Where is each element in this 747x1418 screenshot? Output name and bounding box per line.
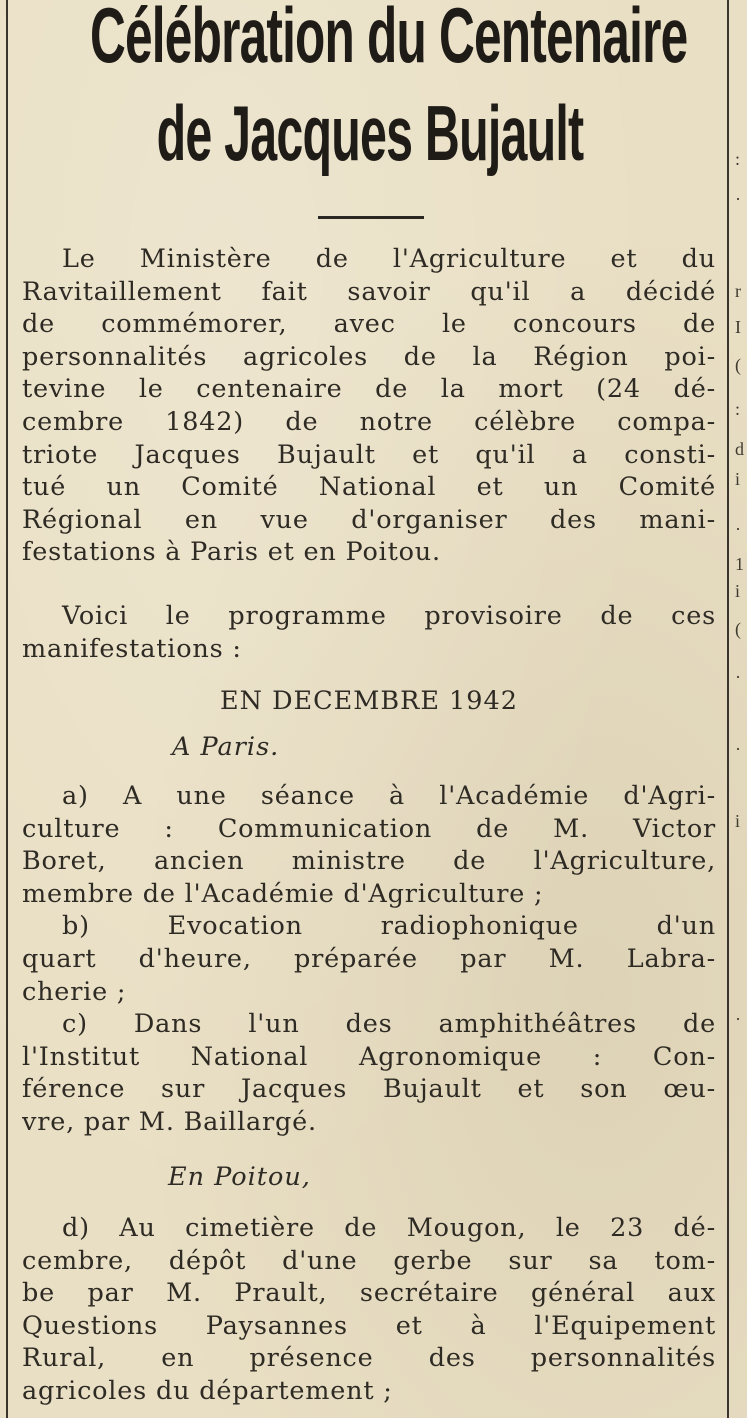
text-line: cherie ; (22, 976, 127, 1007)
paris-programme (22, 780, 716, 1139)
margin-mark: · (735, 519, 741, 539)
text-line: Questions Paysannes et à l'Equipement (22, 1310, 716, 1341)
margin-mark: i (735, 581, 741, 601)
text-line: triote Jacques Bujault et qu'il a consti- (22, 439, 716, 470)
text-line: tué un Comité National et un Comité (22, 472, 716, 503)
margin-mark: · (735, 739, 741, 759)
margin-mark: : (735, 399, 741, 419)
text-line: Ravitaillement fait savoir qu'il a décidé (22, 276, 716, 307)
margin-mark: · (735, 1009, 741, 1029)
text-line: Le Ministère de l'Agriculture et du (62, 244, 716, 274)
text-line: agricoles du département ; (22, 1375, 393, 1406)
margin-mark: I (735, 317, 741, 337)
section-heading: EN DECEMBRE 1942 (220, 686, 518, 716)
text-line: Régional en vue d'organiser des mani- (22, 504, 716, 535)
list-item: d) Au cimetière de Mougon, le 23 dé- (62, 1213, 716, 1243)
title-divider (318, 216, 424, 219)
list-item: c) Dans l'un des amphithéâtres de (62, 1009, 716, 1040)
paragraph-programme (22, 600, 716, 665)
text-line: membre de l'Académie d'Agriculture ; (22, 878, 544, 909)
paragraph-intro (22, 243, 716, 569)
text-line: de commémorer, avec le concours de (22, 309, 716, 340)
text-line: festations à Paris et en Poitou. (22, 537, 441, 568)
adjacent-column-fragment (729, 0, 747, 1418)
margin-mark: i (735, 811, 741, 831)
text-line: Rural, en présence des personnalités (22, 1343, 716, 1374)
text-line: quart d'heure, préparée par M. Labra- (22, 943, 716, 974)
margin-mark: · (735, 667, 741, 687)
margin-mark: · (735, 189, 741, 209)
text-line: l'Institut National Agronomique : Con- (22, 1041, 716, 1072)
headline-line-1: Célébration du Centenaire (90, 0, 688, 80)
text-line: cembre 1842) de notre célèbre compa- (22, 406, 716, 437)
text-line: vre, par M. Baillargé. (22, 1106, 317, 1137)
text-line: culture : Communication de M. Victor (22, 813, 716, 844)
text-line: cembre, dépôt d'une gerbe sur sa tom- (22, 1245, 716, 1276)
subheading-poitou: En Poitou, (168, 1162, 311, 1192)
text-line: tevine le centenaire de la mort (24 dé- (22, 374, 716, 405)
text-line: Voici le programme provisoire de ces (62, 601, 716, 631)
margin-mark: ( (735, 619, 741, 639)
list-item: b) Evocation radiophonique d'un (62, 911, 716, 942)
text-line: Boret, ancien ministre de l'Agriculture, (22, 846, 716, 877)
text-line: be par M. Prault, secrétaire général aux (22, 1278, 716, 1309)
subheading-paris: A Paris. (172, 732, 280, 762)
margin-mark: ( (735, 355, 741, 375)
margin-mark: 1 (735, 554, 744, 574)
list-item: a) A une séance à l'Académie d'Agri- (62, 781, 716, 811)
text-line: férence sur Jacques Bujault et son œu- (22, 1074, 716, 1105)
margin-mark: : (735, 149, 741, 169)
text-line: manifestations : (22, 633, 242, 664)
poitou-programme (22, 1212, 716, 1408)
margin-mark: d (735, 439, 744, 459)
margin-mark: i (735, 469, 741, 489)
headline-line-2: de Jacques Bujault (156, 91, 584, 178)
column-rule-left (6, 0, 8, 1418)
margin-mark: r (735, 281, 741, 301)
text-line: personnalités agricoles de la Région poi- (22, 341, 716, 372)
